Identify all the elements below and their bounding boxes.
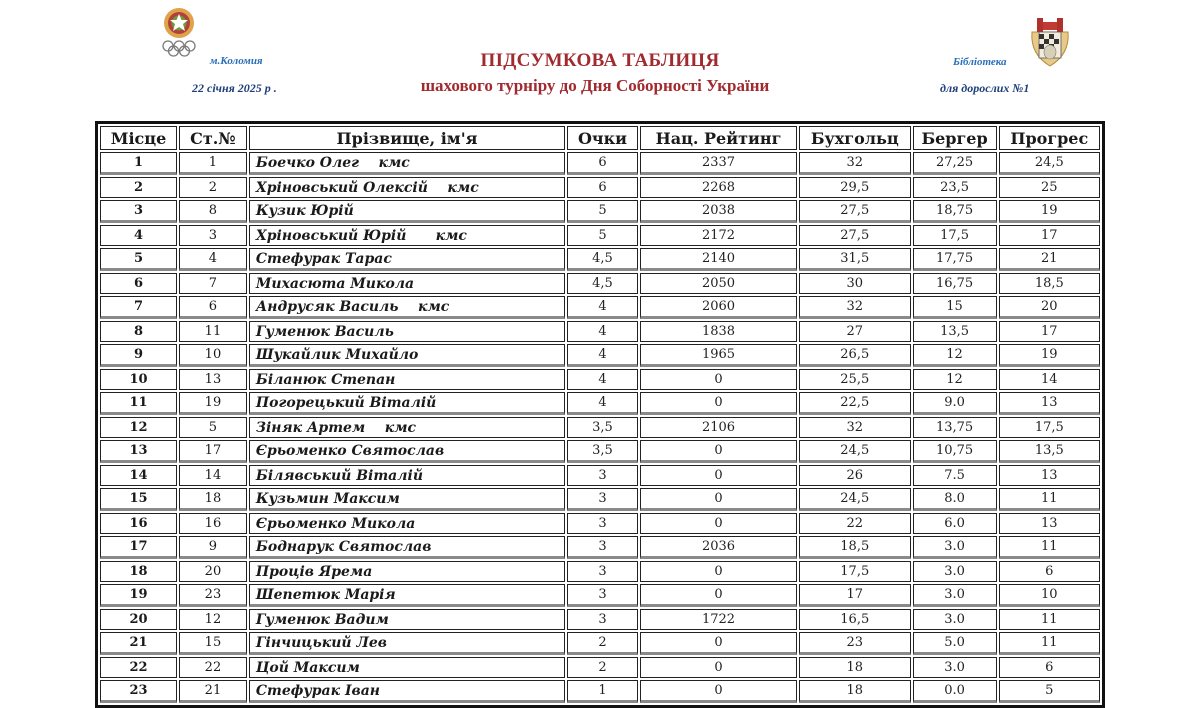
row-points: 4	[567, 392, 638, 415]
row-place: 17	[100, 536, 177, 559]
row-rating: 0	[640, 369, 797, 390]
row-berger: 3.0	[913, 561, 997, 582]
row-player-name: Михасюта Микола	[249, 273, 565, 294]
row-start-number: 9	[179, 536, 247, 559]
row-start-number: 8	[179, 200, 247, 223]
table-row	[100, 584, 1100, 607]
row-progress: 21	[999, 248, 1100, 271]
row-player-name: Єрьоменко Святослав	[249, 440, 565, 463]
row-points: 4	[567, 321, 638, 342]
row-start-number: 4	[179, 248, 247, 271]
row-rating: 2038	[640, 200, 797, 223]
column-header-rating: Нац. Рейтинг	[640, 126, 797, 150]
row-berger: 15	[913, 296, 997, 319]
row-rating: 2337	[640, 152, 797, 175]
row-place: 22	[100, 657, 177, 678]
table-header-row	[100, 126, 1100, 150]
row-rating: 0	[640, 657, 797, 678]
row-progress: 24,5	[999, 152, 1100, 175]
row-rating: 0	[640, 680, 797, 703]
row-start-number: 10	[179, 344, 247, 367]
city-label: м.Коломия	[210, 55, 263, 67]
row-rating: 0	[640, 392, 797, 415]
column-header-points: Очки	[567, 126, 638, 150]
table-row	[100, 632, 1100, 655]
page-title: ПІДСУМКОВА ТАБЛИЦЯ	[480, 50, 720, 71]
table-row	[100, 344, 1100, 367]
row-buchholz: 24,5	[799, 440, 910, 463]
row-start-number: 22	[179, 657, 247, 678]
row-place: 23	[100, 680, 177, 703]
row-berger: 3.0	[913, 536, 997, 559]
row-place: 11	[100, 392, 177, 415]
row-player-name: Стефурак Іван	[249, 680, 565, 703]
row-place: 12	[100, 417, 177, 438]
table-row	[100, 248, 1100, 271]
row-place: 10	[100, 369, 177, 390]
table-row	[100, 177, 1100, 198]
row-progress: 13	[999, 513, 1100, 534]
row-rating: 2060	[640, 296, 797, 319]
table-row	[100, 513, 1100, 534]
row-buchholz: 29,5	[799, 177, 910, 198]
row-points: 2	[567, 657, 638, 678]
row-place: 9	[100, 344, 177, 367]
row-place: 20	[100, 609, 177, 630]
row-rating: 1838	[640, 321, 797, 342]
page-subtitle: шахового турніру до Дня Соборності України	[420, 76, 770, 95]
row-rating: 0	[640, 561, 797, 582]
row-start-number: 15	[179, 632, 247, 655]
row-buchholz: 32	[799, 152, 910, 175]
row-start-number: 12	[179, 609, 247, 630]
row-place: 5	[100, 248, 177, 271]
row-place: 2	[100, 177, 177, 198]
row-points: 6	[567, 177, 638, 198]
row-player-name: Андрусяк Василь кмс	[249, 296, 565, 319]
row-buchholz: 22	[799, 513, 910, 534]
row-rating: 0	[640, 488, 797, 511]
table-row	[100, 465, 1100, 486]
row-buchholz: 22,5	[799, 392, 910, 415]
table-row	[100, 321, 1100, 342]
row-player-name: Хріновський Юрій кмс	[249, 225, 565, 246]
library-label: Бібліотека	[953, 56, 1007, 68]
row-player-name: Боечко Олег кмс	[249, 152, 565, 175]
row-rating: 1965	[640, 344, 797, 367]
table-row	[100, 536, 1100, 559]
row-place: 13	[100, 440, 177, 463]
row-player-name: Кузик Юрій	[249, 200, 565, 223]
row-berger: 13,75	[913, 417, 997, 438]
row-player-name: Погорецький Віталій	[249, 392, 565, 415]
row-progress: 11	[999, 488, 1100, 511]
row-rating: 2140	[640, 248, 797, 271]
row-progress: 17,5	[999, 417, 1100, 438]
row-player-name: Зіняк Артем кмс	[249, 417, 565, 438]
row-rating: 2036	[640, 536, 797, 559]
row-buchholz: 23	[799, 632, 910, 655]
row-berger: 12	[913, 344, 997, 367]
row-player-name: Білявський Віталій	[249, 465, 565, 486]
row-buchholz: 27	[799, 321, 910, 342]
row-points: 4	[567, 344, 638, 367]
row-buchholz: 26,5	[799, 344, 910, 367]
row-rating: 0	[640, 513, 797, 534]
row-points: 3	[567, 465, 638, 486]
table-row	[100, 225, 1100, 246]
row-player-name: Цой Максим	[249, 657, 565, 678]
row-buchholz: 18	[799, 680, 910, 703]
row-rating: 1722	[640, 609, 797, 630]
row-progress: 11	[999, 632, 1100, 655]
row-place: 16	[100, 513, 177, 534]
row-place: 4	[100, 225, 177, 246]
row-buchholz: 27,5	[799, 225, 910, 246]
row-progress: 18,5	[999, 273, 1100, 294]
row-progress: 17	[999, 225, 1100, 246]
row-points: 3	[567, 536, 638, 559]
row-progress: 11	[999, 536, 1100, 559]
row-berger: 23,5	[913, 177, 997, 198]
row-place: 3	[100, 200, 177, 223]
row-berger: 27,25	[913, 152, 997, 175]
column-header-name: Прізвище, ім'я	[249, 126, 565, 150]
row-points: 2	[567, 632, 638, 655]
row-player-name: Шукайлик Михайло	[249, 344, 565, 367]
row-buchholz: 32	[799, 296, 910, 319]
row-berger: 17,75	[913, 248, 997, 271]
row-berger: 13,5	[913, 321, 997, 342]
table-row	[100, 296, 1100, 319]
row-start-number: 17	[179, 440, 247, 463]
row-progress: 5	[999, 680, 1100, 703]
row-progress: 25	[999, 177, 1100, 198]
row-berger: 17,5	[913, 225, 997, 246]
row-start-number: 5	[179, 417, 247, 438]
table-row	[100, 561, 1100, 582]
row-berger: 16,75	[913, 273, 997, 294]
row-berger: 7.5	[913, 465, 997, 486]
row-points: 1	[567, 680, 638, 703]
row-rating: 2050	[640, 273, 797, 294]
table-row	[100, 392, 1100, 415]
row-berger: 5.0	[913, 632, 997, 655]
row-player-name: Єрьоменко Микола	[249, 513, 565, 534]
row-rating: 2268	[640, 177, 797, 198]
column-header-start-number: Ст.№	[179, 126, 247, 150]
row-place: 15	[100, 488, 177, 511]
row-berger: 3.0	[913, 609, 997, 630]
row-buchholz: 25,5	[799, 369, 910, 390]
row-points: 4	[567, 369, 638, 390]
table-row	[100, 369, 1100, 390]
row-place: 8	[100, 321, 177, 342]
row-buchholz: 30	[799, 273, 910, 294]
row-berger: 9.0	[913, 392, 997, 415]
row-player-name: Кузьмин Максим	[249, 488, 565, 511]
table-row	[100, 680, 1100, 703]
row-berger: 6.0	[913, 513, 997, 534]
row-rating: 0	[640, 632, 797, 655]
row-start-number: 7	[179, 273, 247, 294]
column-header-place: Місце	[100, 126, 177, 150]
results-table	[98, 124, 1102, 705]
table-row	[100, 200, 1100, 223]
library-sublabel: для дорослих №1	[940, 81, 1030, 95]
row-start-number: 6	[179, 296, 247, 319]
row-progress: 14	[999, 369, 1100, 390]
row-berger: 3.0	[913, 657, 997, 678]
row-player-name: Проців Ярема	[249, 561, 565, 582]
row-berger: 18,75	[913, 200, 997, 223]
row-progress: 20	[999, 296, 1100, 319]
row-buchholz: 26	[799, 465, 910, 486]
row-place: 18	[100, 561, 177, 582]
row-player-name: Гуменюк Василь	[249, 321, 565, 342]
row-buchholz: 17	[799, 584, 910, 607]
row-player-name: Боднарук Святослав	[249, 536, 565, 559]
row-place: 14	[100, 465, 177, 486]
row-place: 7	[100, 296, 177, 319]
row-points: 3	[567, 561, 638, 582]
row-place: 1	[100, 152, 177, 175]
row-start-number: 23	[179, 584, 247, 607]
row-buchholz: 31,5	[799, 248, 910, 271]
row-start-number: 19	[179, 392, 247, 415]
row-buchholz: 16,5	[799, 609, 910, 630]
table-row	[100, 440, 1100, 463]
row-berger: 10,75	[913, 440, 997, 463]
row-progress: 13	[999, 392, 1100, 415]
table-row	[100, 609, 1100, 630]
row-points: 3	[567, 584, 638, 607]
row-berger: 0.0	[913, 680, 997, 703]
row-points: 3	[567, 609, 638, 630]
row-rating: 2106	[640, 417, 797, 438]
table-row	[100, 488, 1100, 511]
row-player-name: Біланюк Степан	[249, 369, 565, 390]
row-points: 4,5	[567, 273, 638, 294]
row-start-number: 14	[179, 465, 247, 486]
row-start-number: 2	[179, 177, 247, 198]
table-row	[100, 152, 1100, 175]
row-buchholz: 18	[799, 657, 910, 678]
row-points: 4	[567, 296, 638, 319]
row-progress: 10	[999, 584, 1100, 607]
row-start-number: 16	[179, 513, 247, 534]
row-rating: 0	[640, 465, 797, 486]
row-progress: 17	[999, 321, 1100, 342]
row-progress: 6	[999, 657, 1100, 678]
row-progress: 11	[999, 609, 1100, 630]
row-points: 3	[567, 488, 638, 511]
row-progress: 6	[999, 561, 1100, 582]
row-player-name: Гуменюк Вадим	[249, 609, 565, 630]
row-points: 4,5	[567, 248, 638, 271]
row-buchholz: 17,5	[799, 561, 910, 582]
column-header-progress: Прогрес	[999, 126, 1100, 150]
results-table-frame	[95, 121, 1105, 708]
table-body	[100, 152, 1100, 703]
row-progress: 13	[999, 465, 1100, 486]
row-player-name: Стефурак Тарас	[249, 248, 565, 271]
row-berger: 12	[913, 369, 997, 390]
row-rating: 0	[640, 440, 797, 463]
row-player-name: Гінчицький Лев	[249, 632, 565, 655]
row-player-name: Хріновський Олексій кмс	[249, 177, 565, 198]
row-start-number: 20	[179, 561, 247, 582]
row-buchholz: 18,5	[799, 536, 910, 559]
row-start-number: 11	[179, 321, 247, 342]
row-berger: 8.0	[913, 488, 997, 511]
row-progress: 13,5	[999, 440, 1100, 463]
document-header	[0, 0, 1200, 120]
row-buchholz: 24,5	[799, 488, 910, 511]
library-coat-of-arms-icon	[1028, 14, 1072, 68]
row-place: 6	[100, 273, 177, 294]
row-points: 3,5	[567, 440, 638, 463]
row-buchholz: 27,5	[799, 200, 910, 223]
column-header-buchholz: Бухгольц	[799, 126, 910, 150]
row-player-name: Шепетюк Марія	[249, 584, 565, 607]
row-points: 5	[567, 225, 638, 246]
row-place: 19	[100, 584, 177, 607]
date-label: 22 січня 2025 р .	[192, 81, 277, 95]
row-points: 3	[567, 513, 638, 534]
row-rating: 2172	[640, 225, 797, 246]
row-progress: 19	[999, 200, 1100, 223]
row-start-number: 21	[179, 680, 247, 703]
row-points: 6	[567, 152, 638, 175]
column-header-berger: Бергер	[913, 126, 997, 150]
row-start-number: 18	[179, 488, 247, 511]
table-row	[100, 273, 1100, 294]
row-progress: 19	[999, 344, 1100, 367]
row-start-number: 3	[179, 225, 247, 246]
row-points: 3,5	[567, 417, 638, 438]
row-berger: 3.0	[913, 584, 997, 607]
row-start-number: 1	[179, 152, 247, 175]
row-rating: 0	[640, 584, 797, 607]
row-points: 5	[567, 200, 638, 223]
row-start-number: 13	[179, 369, 247, 390]
table-row	[100, 417, 1100, 438]
row-buchholz: 32	[799, 417, 910, 438]
row-place: 21	[100, 632, 177, 655]
